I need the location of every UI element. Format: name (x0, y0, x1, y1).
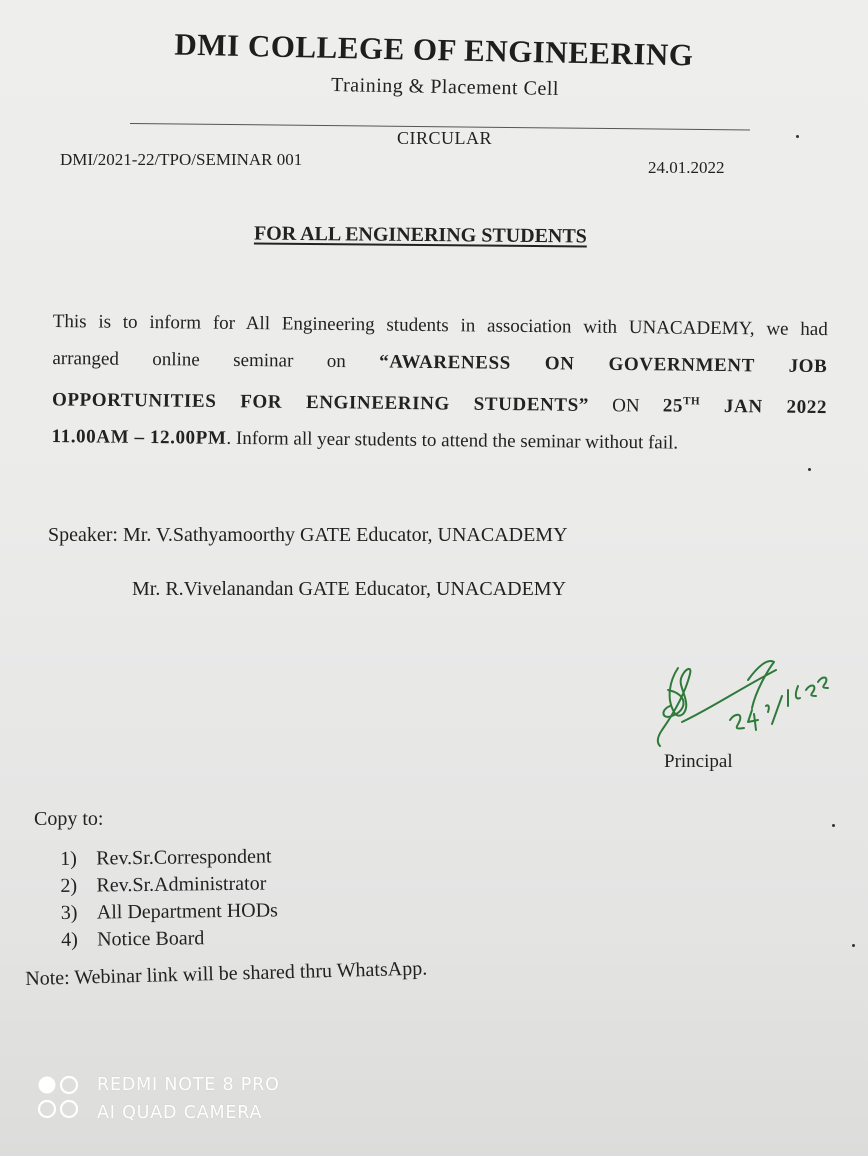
reference-number: DMI/2021-22/TPO/SEMINAR 001 (60, 150, 303, 169)
list-item-text: Notice Board (97, 927, 205, 951)
seminar-month-year: JAN 2022 (723, 396, 828, 419)
closing-sentence: Inform all year students to attend the seminar without fail. (235, 427, 679, 454)
circular-body (51, 304, 828, 463)
watermark-line-2: AI QUAD CAMERA (97, 1103, 263, 1123)
list-item-text: All Department HODs (96, 899, 279, 924)
body-line-4: 11.00AM – 12.00PM. Inform all year students to attend the seminar without fail. (51, 425, 679, 454)
college-name: DMI COLLEGE OF ENGINEERING (174, 26, 694, 73)
list-item-text: Rev.Sr.Administrator (96, 872, 267, 897)
list-item-number: 4) (61, 928, 78, 951)
watermark-line-1: REDMI NOTE 8 PRO (97, 1075, 280, 1095)
speaker-1-name: Mr. V.Sathyamoorthy GATE Educator, UNACADEMY (122, 524, 568, 546)
seminar-date (663, 396, 827, 419)
list-item-text: Rev.Sr.Correspondent (96, 845, 272, 870)
speaker-label: Speaker: (48, 524, 118, 546)
speck (808, 468, 811, 471)
webinar-note: Note: Webinar link will be shared thru WhatsApp. (25, 957, 428, 990)
copy-to-label: Copy to: (34, 808, 104, 830)
audience-heading: FOR ALL ENGINERING STUDENTS (253, 222, 587, 248)
seminar-title-part-2: OPPORTUNITIES FOR ENGINEERING STUDENTS” (51, 389, 590, 416)
principal-title: Principal (664, 751, 733, 772)
list-item-number: 2) (60, 874, 78, 897)
seminar-day: 25 (662, 395, 684, 417)
seminar-day-suffix: TH (683, 395, 701, 408)
speck (832, 824, 835, 827)
list-item (60, 843, 277, 873)
copy-list (60, 843, 278, 954)
speaker-1 (48, 524, 568, 547)
signature-handwritten-date: 24/1/22 (768, 710, 772, 711)
list-item-number: 3) (60, 901, 78, 924)
speck (852, 944, 855, 947)
principal-signature (648, 650, 848, 755)
seminar-title-part-1: “AWARENESS ON GOVERNMENT JOB (379, 350, 828, 377)
body-line-2-prefix: arranged online seminar on (52, 347, 346, 372)
on-word: ON (612, 395, 640, 417)
camera-watermark (97, 1071, 280, 1127)
body-line-1: This is to inform for All Engineering students in association with UNACADEMY, we had (52, 310, 828, 341)
list-item (61, 897, 278, 927)
list-item (60, 870, 277, 900)
quad-camera-icon (37, 1074, 81, 1120)
seminar-time: 11.00AM – 12.00PM (51, 425, 227, 449)
speck (796, 135, 799, 138)
list-item (61, 924, 278, 954)
list-item-number: 1) (60, 847, 77, 870)
department-name: Training & Placement Cell (330, 74, 560, 100)
circular-date: 24.01.2022 (648, 158, 725, 177)
circular-label: CIRCULAR (397, 128, 493, 148)
speaker-2: Mr. R.Vivelanandan GATE Educator, UNACADEMY (132, 578, 567, 600)
